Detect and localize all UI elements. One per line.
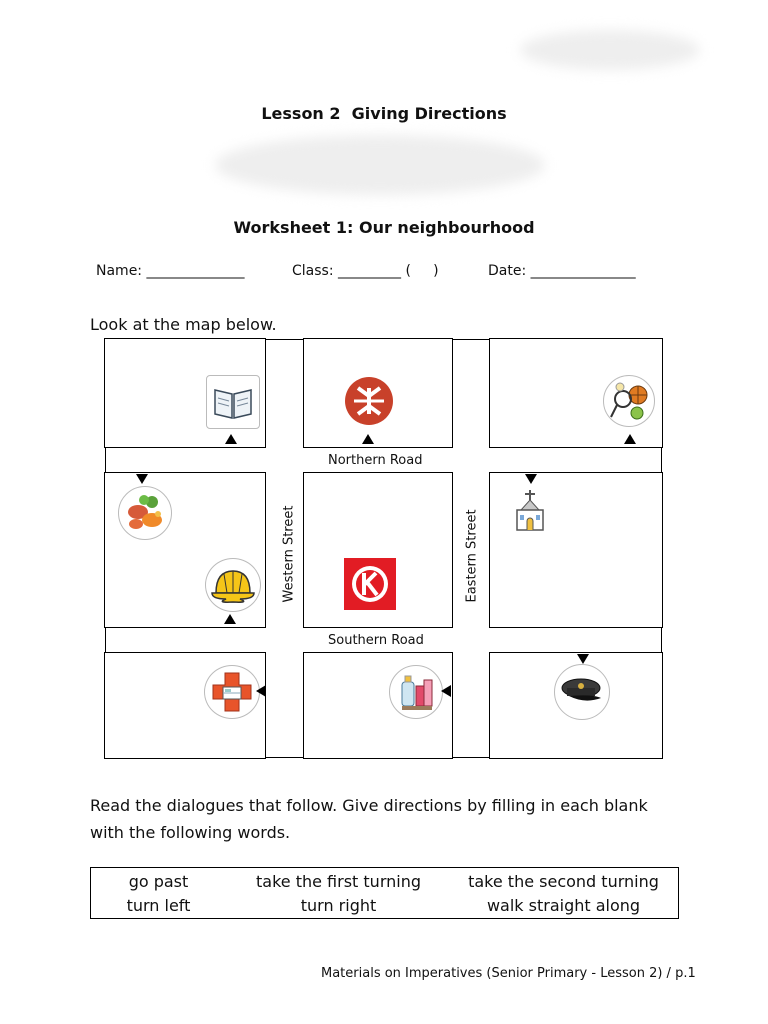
- word-bank: [90, 867, 679, 919]
- northern-road-label: Northern Road: [328, 453, 423, 468]
- dialogue-instruction-line-2: with the following words.: [90, 823, 291, 842]
- church-entrance-arrow: [525, 474, 537, 484]
- class-field[interactable]: Class: _________ ( ): [292, 263, 439, 279]
- eastern-street-label: Eastern Street: [464, 509, 480, 603]
- name-field[interactable]: Name: ______________: [96, 263, 245, 279]
- market-entrance-arrow: [136, 474, 148, 484]
- hospital-icon: [204, 665, 260, 719]
- dialogue-instruction: [90, 792, 648, 846]
- scan-smudge-mid: [215, 135, 545, 195]
- market-icon: [118, 486, 172, 540]
- sports-centre-icon: [603, 375, 655, 427]
- southern-road-label: Southern Road: [328, 633, 424, 648]
- map-instruction: Look at the map below.: [90, 315, 277, 334]
- neighbourhood-map: [105, 339, 662, 758]
- church-icon: [503, 486, 557, 538]
- western-street-label: Western Street: [281, 505, 297, 603]
- page-footer: Materials on Imperatives (Senior Primary - Lesson 2) / p.1: [321, 966, 696, 981]
- mtr-station-icon: [344, 376, 394, 426]
- fire-station-icon: [205, 558, 261, 612]
- police-station-icon: [554, 664, 610, 720]
- convenience-store-icon: [344, 558, 396, 610]
- scan-smudge-top: [520, 30, 700, 70]
- fire-station-entrance-arrow: [224, 614, 236, 624]
- library-entrance-arrow: [225, 434, 237, 444]
- supermarket-icon: [389, 665, 443, 719]
- dialogue-instruction-line-1: Read the dialogues that follow. Give directions by filling in each blank: [90, 796, 648, 815]
- police-station-entrance-arrow: [577, 654, 589, 664]
- word-go-past: go past: [128, 872, 189, 891]
- supermarket-entrance-arrow: [441, 685, 451, 697]
- hospital-entrance-arrow: [256, 685, 266, 697]
- worksheet-title: Worksheet 1: Our neighbourhood: [233, 218, 535, 237]
- word-walk-straight: walk straight along: [486, 896, 641, 915]
- word-turn-right: turn right: [300, 896, 377, 915]
- lesson-title: Lesson 2 Giving Directions: [261, 104, 507, 123]
- word-first-turning: take the first turning: [256, 872, 421, 891]
- word-turn-left: turn left: [126, 896, 191, 915]
- library-icon: [206, 375, 260, 429]
- date-field[interactable]: Date: _______________: [488, 263, 636, 279]
- word-second-turning: take the second turning: [468, 872, 659, 891]
- mtr-entrance-arrow: [362, 434, 374, 444]
- sports-centre-entrance-arrow: [624, 434, 636, 444]
